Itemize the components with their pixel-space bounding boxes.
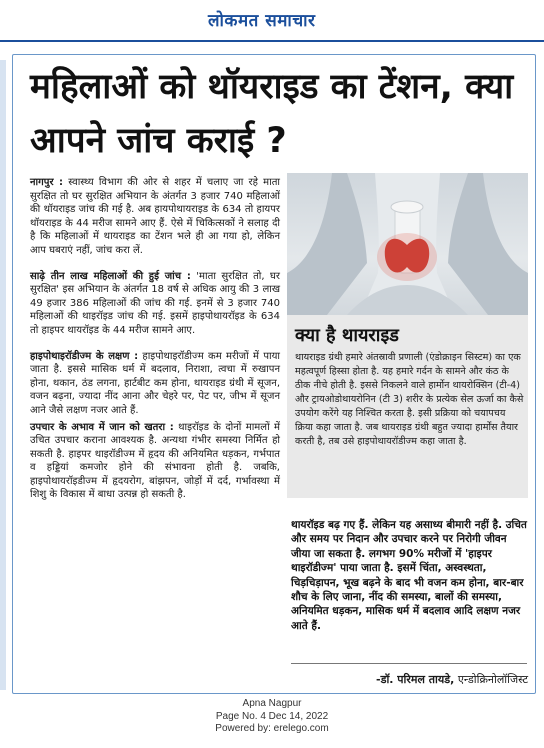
doctor-role: एन्डोक्रिनोलॉजिस्ट	[454, 673, 528, 686]
paragraph-text: स्वास्थ्य विभाग की ओर से शहर में चलाए जा रहे माता सुरक्षित तो घर सुरक्षित अभियान के अंतर्गत 3 हजार 740 महिलाओं की थॉयराइड जांच की गई है. अब हायपोथायराइड के 634 तो हायपर थॉयराइड के 44 मरीज सामने आए हैं. ऐसे में चिकित्सकों ने सलाह दी है कि महिलाओं में थायराइड का टेंशन भले ही आ गया हो, लेकिन आप घबराएं नहीं, जांच करा लें.	[30, 177, 280, 256]
thyroid-illustration	[287, 173, 528, 315]
paragraph-intro	[30, 176, 280, 258]
masthead	[0, 0, 544, 44]
footer-page-date: Page No. 4 Dec 14, 2022	[215, 710, 329, 722]
info-box-text: थायराइड ग्रंथी हमारे अंतस्रावी प्रणाली (एंडोक्राइन सिस्टम) का एक महत्वपूर्ण हिस्सा होता है. यह हमारे गर्दन के सामने और कंठ के ठीक नीचे होती है. इससे निकलने वाले हार्मोन थायरोक्सिन (टी-4) और ट्रायओडोथायरोनिन (टी 3) शरीर के प्रत्येक सेल ऊर्जा का कैसे उपयोग करेंगे यह निश्चित करता है. इसी प्रक्रिया को चयापचय क्रिया कहा जाता है. जब थायराइड ग्रंथी बहुत ज्यादा हार्मोंस तैयार करती है, तब उसे हाइपोथायरॉडीज्म कहा जाता है.	[295, 352, 524, 447]
masthead-rule	[0, 40, 544, 42]
dateline: नागपुर :	[30, 177, 64, 188]
paragraph-risk	[30, 421, 280, 503]
subheading-risk: उपचार के अभाव में जान को खतरा :	[30, 421, 174, 433]
info-box-title: क्या है थायराइड	[295, 325, 399, 346]
paragraph-text: हाइपोथाइरॉडीज्म कम मरीजों में पाया जाता है. इससे मासिक धर्म में बदलाव, निराशा, त्वचा में रुखापन होना, थकान, ठंड लगना, हार्टबीट कम होना, थायराइड ग्रंथी में सूजन, वजन बढ़ना, ज्यादा नींद आना और चेहरे पर, पेट पर, जीभ में सूजन आने जैसे लक्षण नजर आते हैं.	[30, 350, 280, 416]
paragraph-symptoms	[30, 350, 280, 418]
headline: महिलाओं को थॉयराइड का टेंशन, क्या आपने जांच कराई ?	[30, 67, 514, 161]
paragraph-survey	[30, 270, 280, 338]
signature-divider	[291, 663, 527, 664]
neck-thyroid-image	[287, 173, 528, 315]
footer-edition: Apna Nagpur	[242, 698, 302, 709]
publication-logo: लोकमत समाचार	[208, 11, 316, 31]
subheading-symptoms: हाइपोथाइरॉडीज्म के लक्षण :	[30, 350, 139, 362]
subheading-survey: साढ़े तीन लाख महिलाओं की हुई जांच :	[30, 270, 191, 282]
doctor-name: -डॉ. परिमल तायडे,	[376, 673, 455, 686]
page-footer	[0, 698, 544, 736]
paragraph-text: 'माता सुरक्षित तो, घर सुरक्षित' इस अभियान के अंतर्गत 18 वर्ष से अधिक आयु की 3 लाख 49 हजार 386 महिलाओं की जांच की गई. इनमें से 3 हजार 740 महिलाओं की थाइरॉइड जांच की गई. इसमें हाइपोथायरॉइड के 634 तो हाइपर थायरॉइड के 44 मरीज सामने आए.	[30, 270, 280, 336]
expert-quote: थायरॉइड बढ़ गए हैं. लेकिन यह असाध्य बीमारी नहीं है. उचित और समय पर निदान और उपचार करने पर निरोगी जीवन जीया जा सकता है. लगभग 90% मरीजों में 'हाइपर थाइरॉडीज्म' पाया जाता है. इसमें चिंता, अस्वस्थता, चिड़चिड़ापन, भूख बढ़ने के बाद भी वजन कम होना, बार-बार शौच के लिए जाना, नींद की समस्या, बालों की समस्या, अनियमित धड़कन, मासिक धर्म में बदलाव आदि लक्षण नजर आते हैं.	[291, 519, 527, 632]
left-margin-bar	[0, 60, 6, 690]
info-box	[287, 315, 528, 498]
signature	[376, 672, 528, 687]
paragraph-text: थाइरॉइड के दोनों मामलों में उचित उपचार कराना आवश्यक है. अन्यथा गंभीर समस्या निर्मित हो सकती है. हाइपर थाइरॉडीज्म में हृदय की अनियमित धड़कन, गर्भपात व हड्डियां कमजोर होने की संभावना होती है. जबकि, हाइपोथायरॉइडीज्म में हृदयरोग, बांझपन, जोड़ों में दर्द, गर्भावस्था में शिशु के विकास में बाधा उत्पन्न हो सकती है.	[30, 421, 281, 501]
article-body	[30, 176, 280, 514]
footer-powered-by: Powered by: erelego.com	[215, 723, 329, 734]
